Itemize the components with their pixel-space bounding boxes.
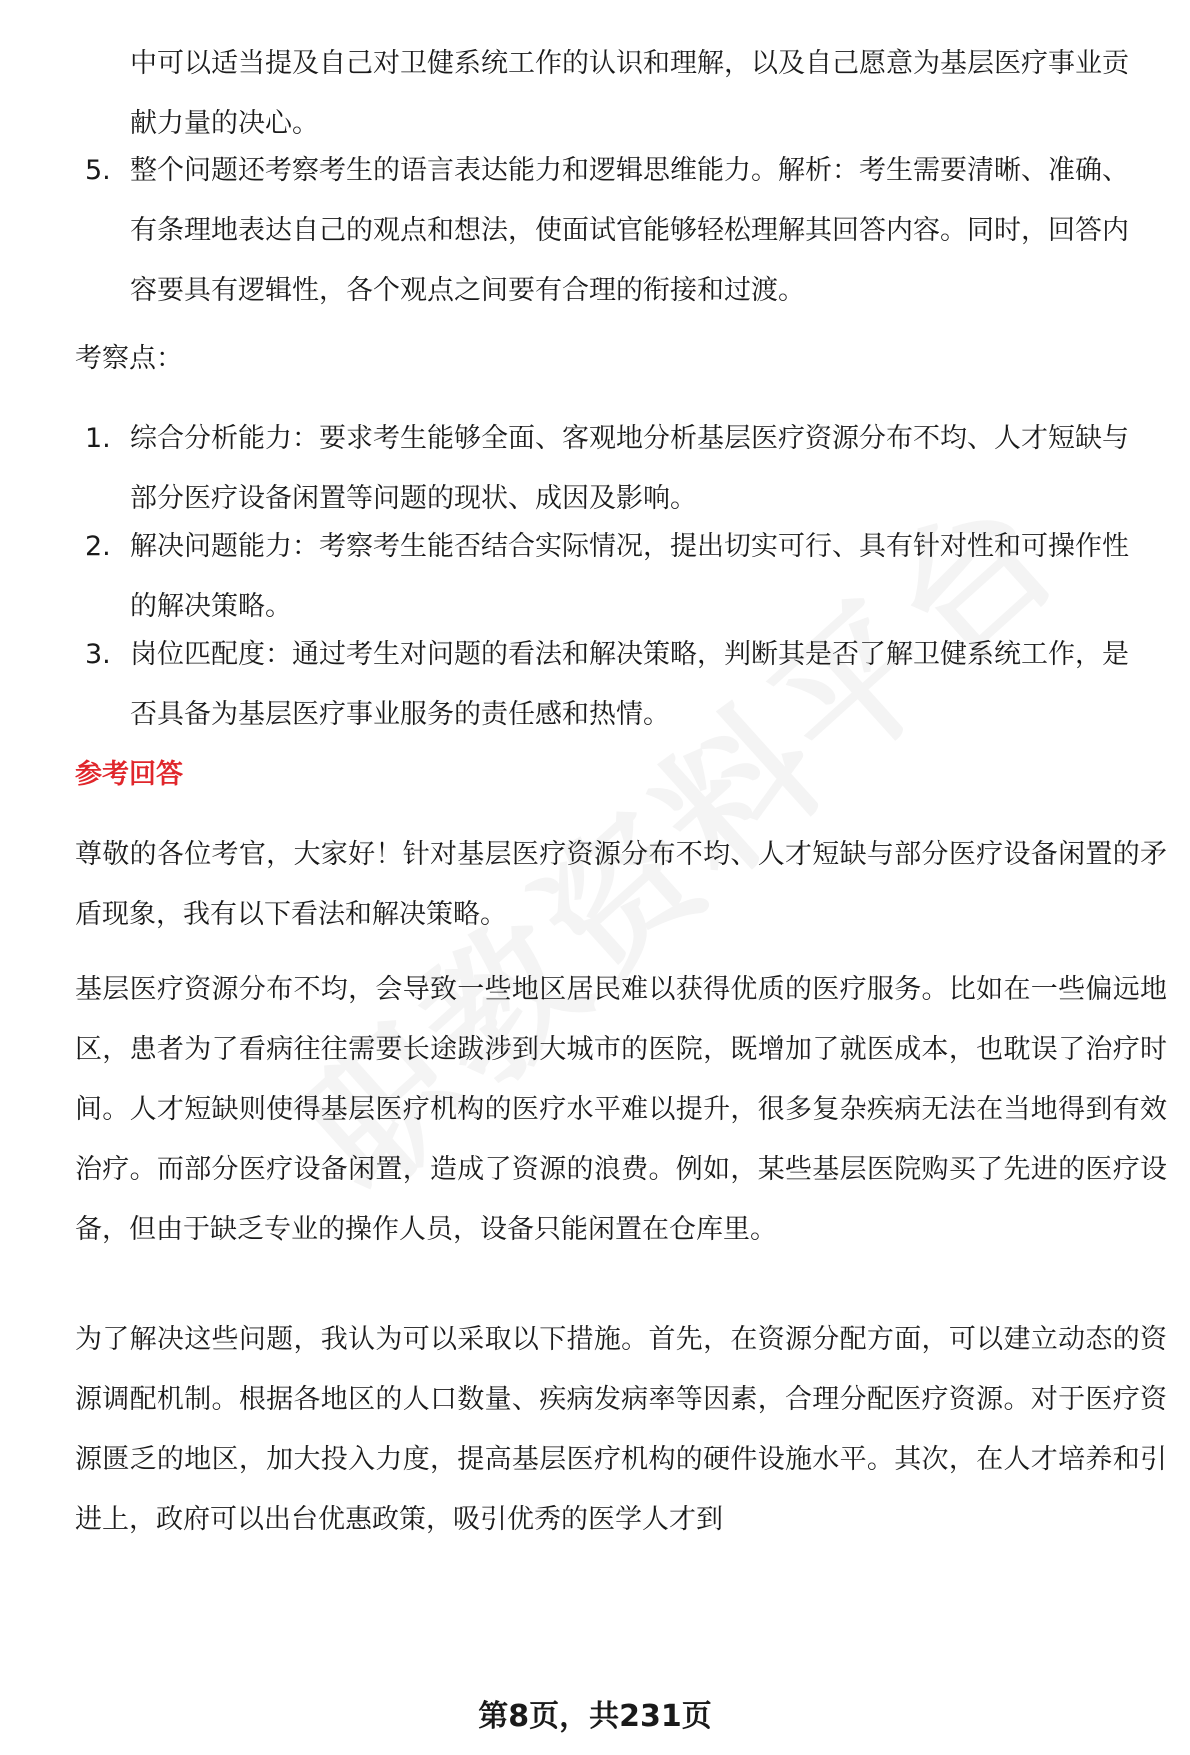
list-item-number: 3. <box>85 639 111 670</box>
answer-paragraph: 基层医疗资源分布不均，会导致一些地区居民难以获得优质的医疗服务。比如在一些偏远地区，患者为了看病往往需要长途跋涉到大城市的医院，既增加了就医成本，也耽误了治疗时间。人才短缺则使得基层医疗机构的医疗水平难以提升，很多复杂疾病无法在当地得到有效治疗。而部分医疗设备闲置，造成了资源的浪费。例如，某些基层医院购买了先进的医疗设备，但由于缺乏专业的操作人员，设备只能闲置在仓库里。 <box>75 974 1167 1245</box>
page-number-footer: 第8页，共231页 <box>478 1699 712 1734</box>
answer-paragraph: 尊敬的各位考官，大家好！针对基层医疗资源分布不均、人才短缺与部分医疗设备闲置的矛盾现象，我有以下看法和解决策略。 <box>75 839 1167 930</box>
list-item-text: 中可以适当提及自己对卫健系统工作的认识和理解，以及自己愿意为基层医疗事业贡献力量的决心。 <box>130 48 1129 139</box>
list-item-text: 岗位匹配度：通过考生对问题的看法和解决策略，判断其是否了解卫健系统工作，是否具备为基层医疗事业服务的责任感和热情。 <box>130 639 1129 730</box>
list-item-number: 2. <box>85 531 111 562</box>
list-item-text: 解决问题能力：考察考生能否结合实际情况，提出切实可行、具有针对性和可操作性的解决策略。 <box>130 531 1129 622</box>
list-item-number: 5. <box>85 155 111 186</box>
list-item-text: 综合分析能力：要求考生能够全面、客观地分析基层医疗资源分布不均、人才短缺与部分医疗设备闲置等问题的现状、成因及影响。 <box>130 423 1129 514</box>
answer-paragraph: 为了解决这些问题，我认为可以采取以下措施。首先，在资源分配方面，可以建立动态的资源调配机制。根据各地区的人口数量、疾病发病率等因素，合理分配医疗资源。对于医疗资源匮乏的地区，加大投入力度，提高基层医疗机构的硬件设施水平。其次，在人才培养和引进上，政府可以出台优惠政策，吸引优秀的医学人才到 <box>75 1324 1167 1535</box>
list-item-text: 整个问题还考察考生的语言表达能力和逻辑思维能力。解析：考生需要清晰、准确、有条理地表达自己的观点和想法，使面试官能够轻松理解其回答内容。同时，回答内容要具有逻辑性，各个观点之间要有合理的衔接和过渡。 <box>130 155 1129 306</box>
list-item-number: 1. <box>85 423 111 454</box>
section-heading-points: 考察点： <box>75 343 183 374</box>
section-heading-answer: 参考回答 <box>75 759 183 790</box>
